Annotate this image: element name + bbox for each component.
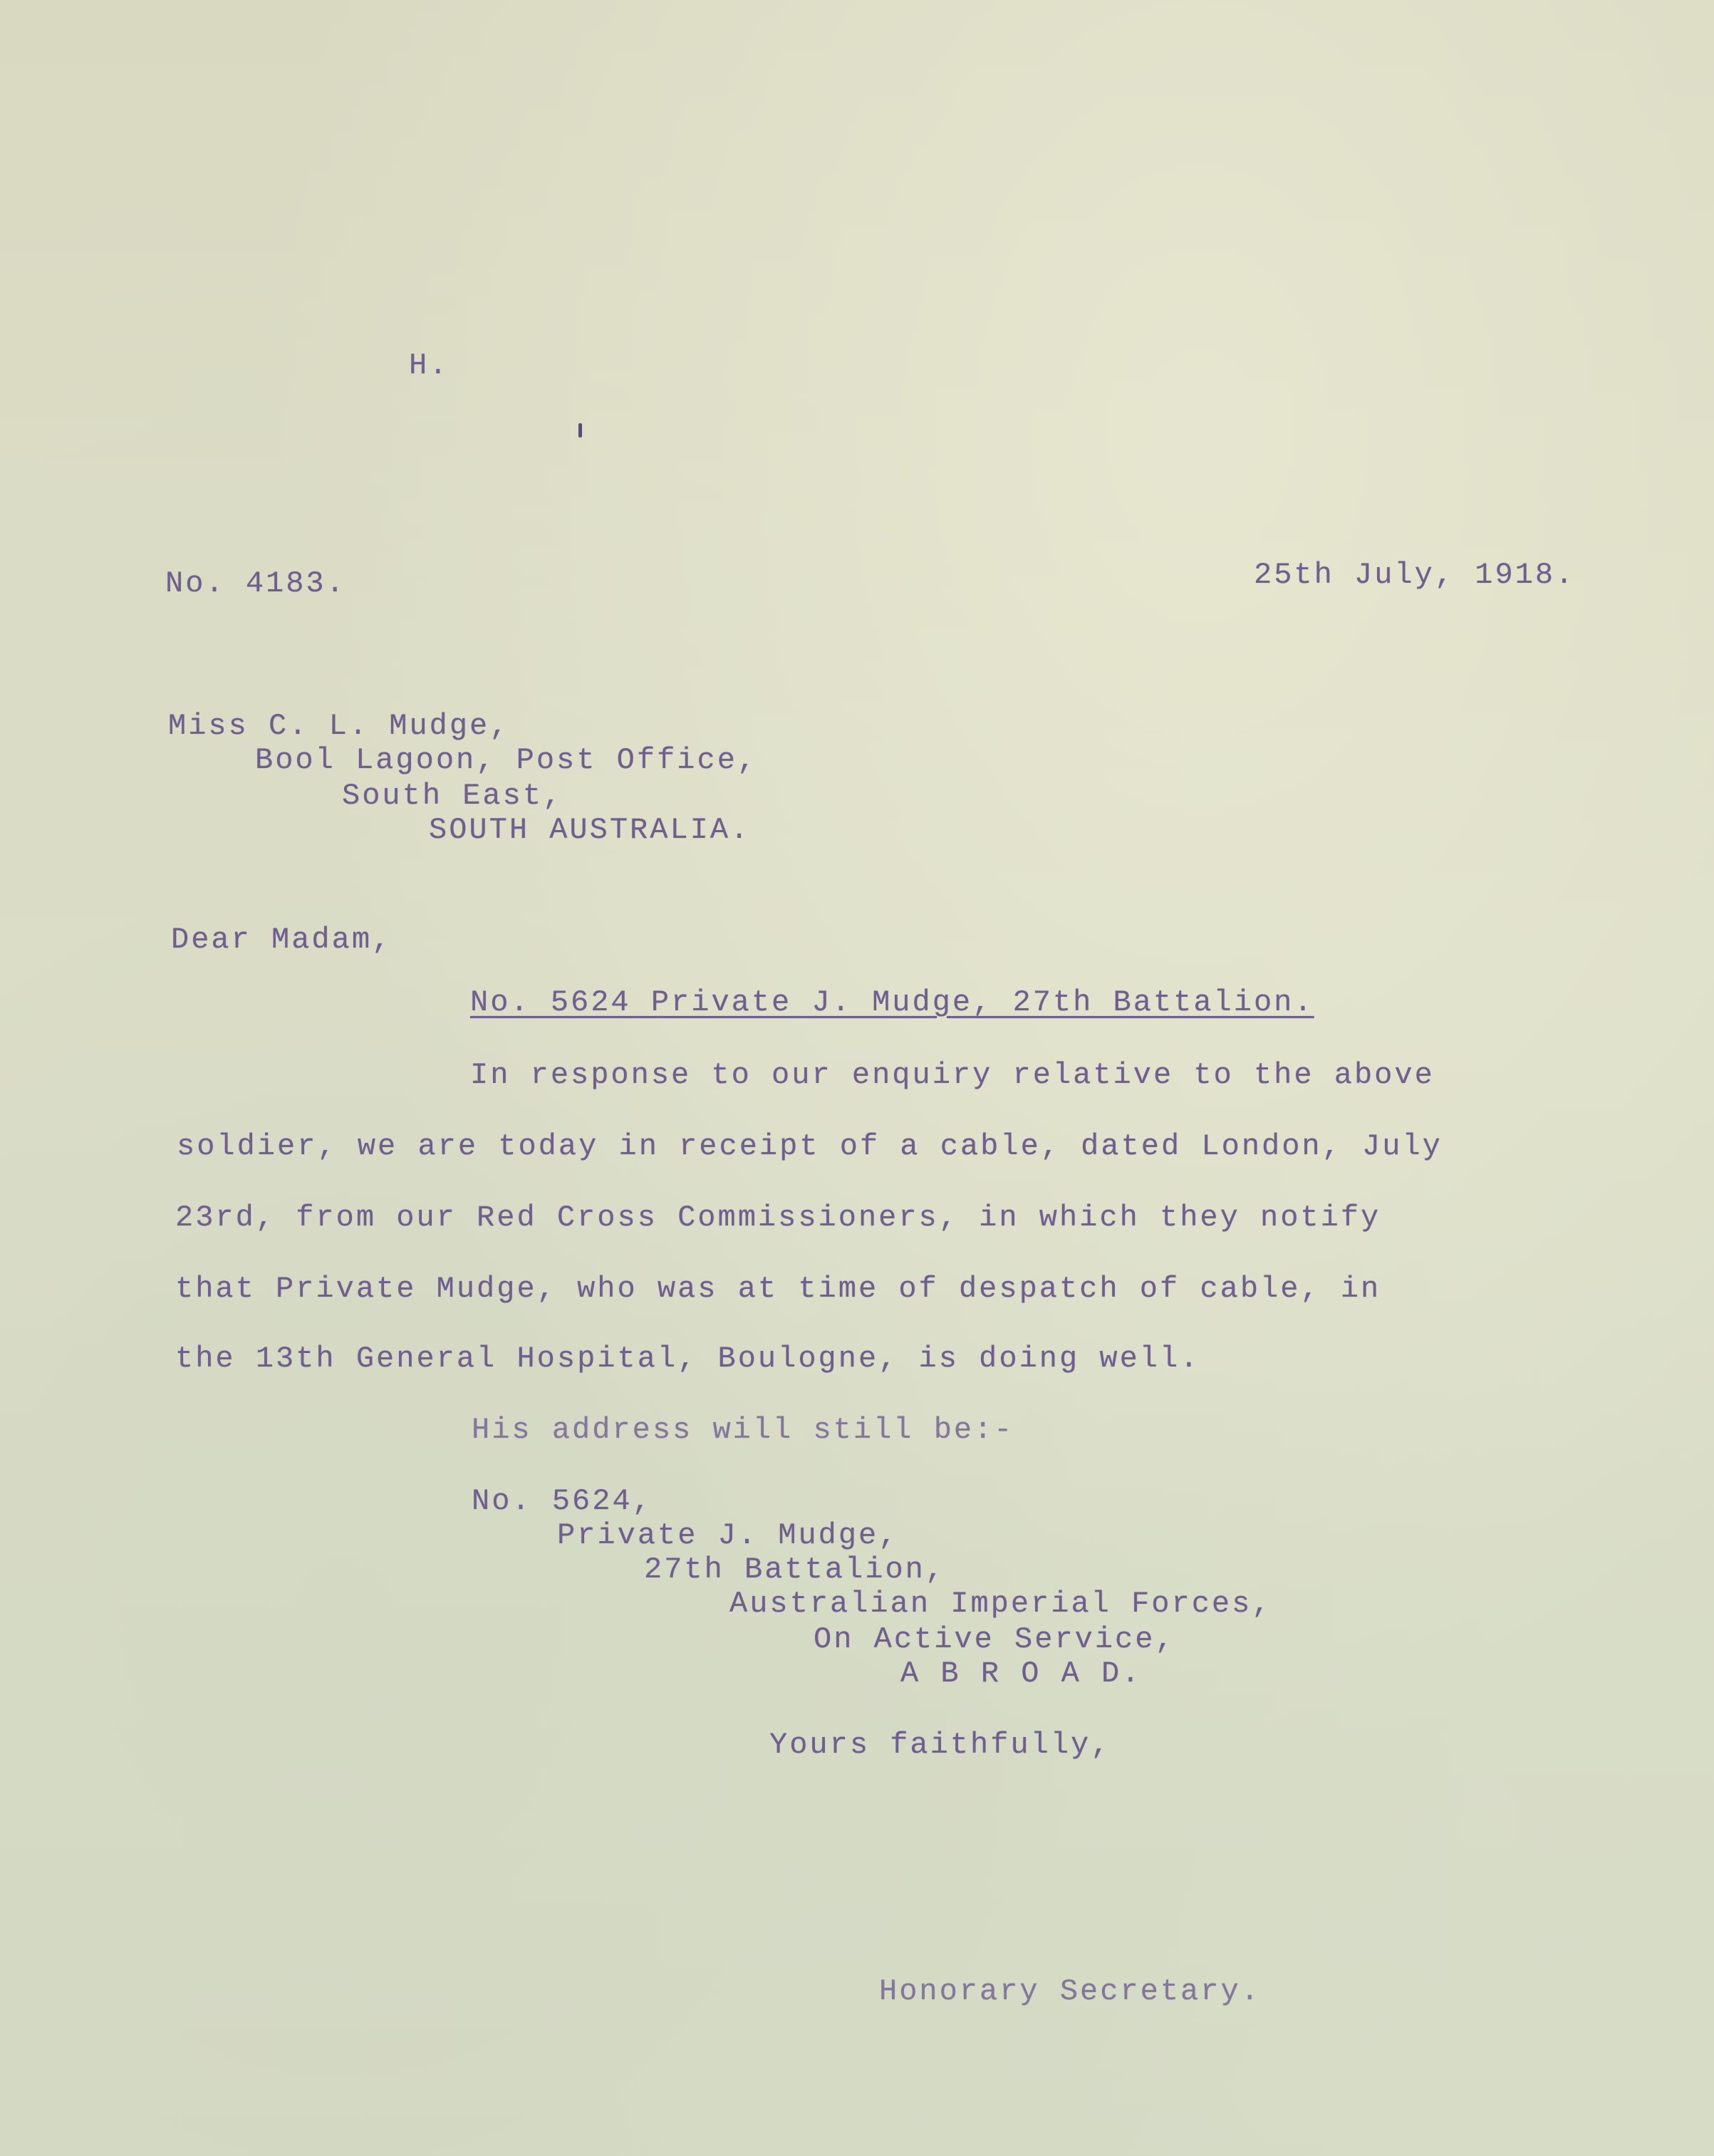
soldier-address-line: Australian Imperial Forces, bbox=[729, 1587, 1272, 1621]
soldier-address-line: Private J. Mudge, bbox=[557, 1518, 899, 1553]
body-line: soldier, we are today in receipt of a cable, dated London, July bbox=[177, 1129, 1443, 1163]
ink-mark bbox=[578, 423, 582, 437]
letter-date: 25th July, 1918. bbox=[1254, 558, 1576, 592]
subject-line: No. 5624 Private J. Mudge, 27th Battalion. bbox=[470, 985, 1314, 1020]
salutation: Dear Madam, bbox=[171, 923, 393, 957]
soldier-address-line: No. 5624, bbox=[472, 1484, 653, 1518]
letter-initial: H. bbox=[409, 348, 450, 383]
body-line: that Private Mudge, who was at time of despatch of cable, in bbox=[175, 1272, 1381, 1306]
body-line: the 13th General Hospital, Boulogne, is doing well. bbox=[175, 1342, 1200, 1376]
soldier-address-line: On Active Service, bbox=[814, 1622, 1175, 1657]
soldier-address-line: A B R O A D. bbox=[900, 1657, 1142, 1691]
body-line: In response to our enquiry relative to the above bbox=[470, 1058, 1435, 1092]
signature-title: Honorary Secretary. bbox=[879, 1974, 1261, 2009]
body-line: 23rd, from our Red Cross Commissioners, in which they notify bbox=[175, 1201, 1381, 1235]
recipient-line: Miss C. L. Mudge, bbox=[168, 709, 510, 743]
reference-number: No. 4183. bbox=[165, 566, 346, 601]
recipient-line: SOUTH AUSTRALIA. bbox=[429, 813, 751, 847]
address-intro: His address will still be:- bbox=[472, 1413, 1014, 1447]
recipient-line: Bool Lagoon, Post Office, bbox=[255, 743, 758, 777]
recipient-line: South East, bbox=[342, 779, 563, 813]
soldier-address-line: 27th Battalion, bbox=[644, 1553, 946, 1587]
closing: Yours faithfully, bbox=[769, 1728, 1111, 1762]
